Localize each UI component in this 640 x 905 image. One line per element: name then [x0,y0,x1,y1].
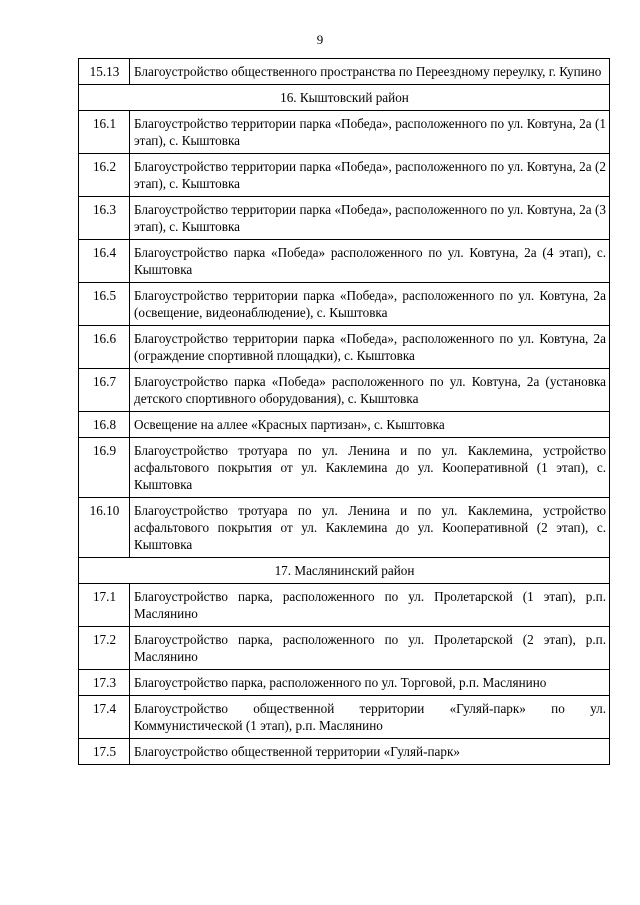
item-description: Благоустройство парка «Победа» расположенного по ул. Ковтуна, 2а (установка детского спортивного оборудования), с. Кыштовка [130,369,610,412]
table-row [79,59,610,85]
item-description: Освещение на аллее «Красных партизан», с. Кыштовка [130,412,610,438]
item-number: 17.2 [79,627,130,670]
table-row [79,197,610,240]
item-number: 16.4 [79,240,130,283]
item-number: 17.4 [79,696,130,739]
item-number: 16.7 [79,369,130,412]
item-number: 16.10 [79,498,130,558]
section-title: 16. Кыштовский район [79,85,610,111]
item-number: 16.1 [79,111,130,154]
table-body [79,59,610,765]
page-number: 9 [316,32,324,47]
table-row [79,498,610,558]
item-number: 16.2 [79,154,130,197]
table-row [79,584,610,627]
item-description: Благоустройство территории парка «Победа», расположенного по ул. Ковтуна, 2а (1 этап), с. Кыштовка [130,111,610,154]
table-row [79,670,610,696]
item-number: 17.1 [79,584,130,627]
section-header-row [79,85,610,111]
item-number: 16.3 [79,197,130,240]
objects-table [78,58,610,765]
item-description: Благоустройство парка, расположенного по ул. Торговой, р.п. Маслянино [130,670,610,696]
table-row [79,696,610,739]
item-number: 17.3 [79,670,130,696]
item-description: Благоустройство общественного пространства по Переездному переулку, г. Купино [130,59,610,85]
table-row [79,627,610,670]
item-description: Благоустройство территории парка «Победа», расположенного по ул. Ковтуна, 2а (освещение, видеонаблюдение), с. Кыштовка [130,283,610,326]
item-number: 16.9 [79,438,130,498]
item-description: Благоустройство парка «Победа» расположенного по ул. Ковтуна, 2а (4 этап), с. Кыштовка [130,240,610,283]
table-row [79,326,610,369]
item-description: Благоустройство общественной территории «Гуляй-парк» [130,739,610,765]
item-description: Благоустройство парка, расположенного по ул. Пролетарской (1 этап), р.п. Маслянино [130,584,610,627]
item-number: 17.5 [79,739,130,765]
table-row [79,111,610,154]
table-row [79,369,610,412]
table-row [79,739,610,765]
item-description: Благоустройство территории парка «Победа», расположенного по ул. Ковтуна, 2а (3 этап), с. Кыштовка [130,197,610,240]
table-row [79,438,610,498]
section-title: 17. Маслянинский район [79,558,610,584]
item-number: 15.13 [79,59,130,85]
item-description: Благоустройство тротуара по ул. Ленина и по ул. Каклемина, устройство асфальтового покрытия от ул. Каклемина до ул. Кооперативной (2 этап), с. Кыштовка [130,498,610,558]
item-description: Благоустройство тротуара по ул. Ленина и по ул. Каклемина, устройство асфальтового покрытия от ул. Каклемина до ул. Кооперативной (1 этап), с. Кыштовка [130,438,610,498]
table-row [79,154,610,197]
item-number: 16.5 [79,283,130,326]
table-row [79,412,610,438]
item-description: Благоустройство парка, расположенного по ул. Пролетарской (2 этап), р.п. Маслянино [130,627,610,670]
table-row [79,240,610,283]
item-description: Благоустройство территории парка «Победа», расположенного по ул. Ковтуна, 2а (ограждение спортивной площадки), с. Кыштовка [130,326,610,369]
item-description: Благоустройство территории парка «Победа», расположенного по ул. Ковтуна, 2а (2 этап), с. Кыштовка [130,154,610,197]
item-description: Благоустройство общественной территории «Гуляй-парк» по ул. Коммунистической (1 этап), р.п. Маслянино [130,696,610,739]
item-number: 16.6 [79,326,130,369]
section-header-row [79,558,610,584]
table-row [79,283,610,326]
item-number: 16.8 [79,412,130,438]
